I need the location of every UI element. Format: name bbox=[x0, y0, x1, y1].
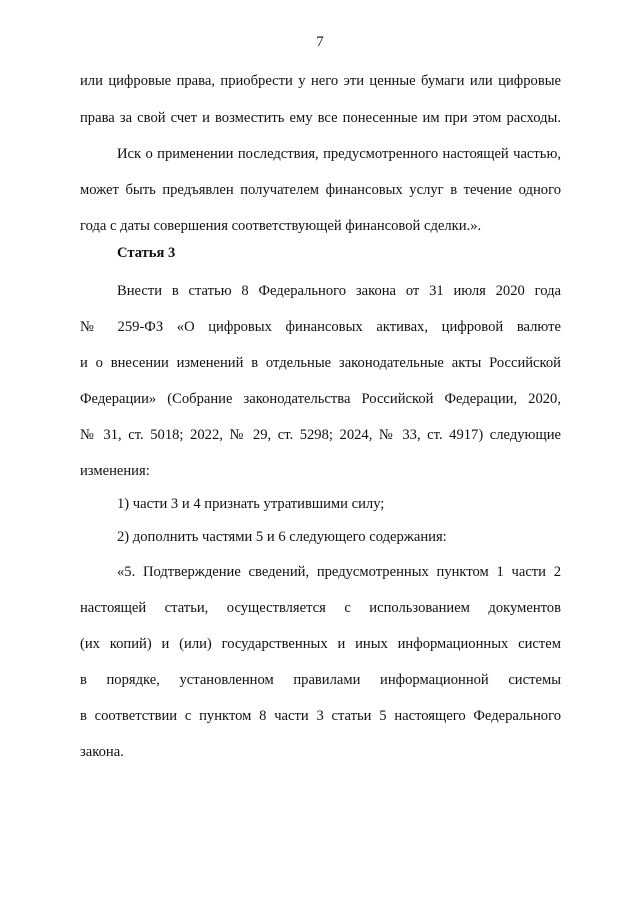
text-line: № 31, ст. 5018; 2022, № 29, ст. 5298; 2024, № 33, ст. 4917) следующие bbox=[80, 427, 561, 443]
text-line: или цифровые права, приобрести у него эти ценные бумаги или цифровые bbox=[80, 73, 561, 89]
text-line: Внести в статью 8 Федерального закона от 31 июля 2020 года bbox=[117, 283, 561, 299]
text-line: настоящей статьи, осуществляется с использованием документов bbox=[80, 600, 561, 616]
list-item: 1) части 3 и 4 признать утратившими силу; bbox=[117, 496, 385, 512]
text-line: Федерации» (Собрание законодательства Российской Федерации, 2020, bbox=[80, 391, 561, 407]
text-line: может быть предъявлен получателем финансовых услуг в течение одного bbox=[80, 182, 561, 198]
text-line: права за свой счет и возместить ему все понесенные им при этом расходы. bbox=[80, 110, 561, 126]
text-line: в порядке, установленном правилами информационной системы bbox=[80, 672, 561, 688]
page-number: 7 bbox=[316, 34, 324, 50]
text-line: в соответствии с пунктом 8 части 3 статьи 5 настоящего Федерального bbox=[80, 708, 561, 724]
text-line: закона. bbox=[80, 744, 124, 760]
text-line: № 259-ФЗ «О цифровых финансовых активах, цифровой валюте bbox=[80, 319, 561, 335]
text-line: года с даты совершения соответствующей финансовой сделки.». bbox=[80, 218, 482, 234]
list-item: 2) дополнить частями 5 и 6 следующего содержания: bbox=[117, 529, 447, 545]
text-line: Иск о применении последствия, предусмотренного настоящей частью, bbox=[117, 146, 561, 162]
text-line: и о внесении изменений в отдельные законодательные акты Российской bbox=[80, 355, 561, 371]
article-heading: Статья 3 bbox=[117, 245, 176, 261]
text-line: изменения: bbox=[80, 463, 150, 479]
text-line: «5. Подтверждение сведений, предусмотренных пунктом 1 части 2 bbox=[117, 564, 561, 580]
text-line: (их копий) и (или) государственных и иных информационных систем bbox=[80, 636, 561, 652]
